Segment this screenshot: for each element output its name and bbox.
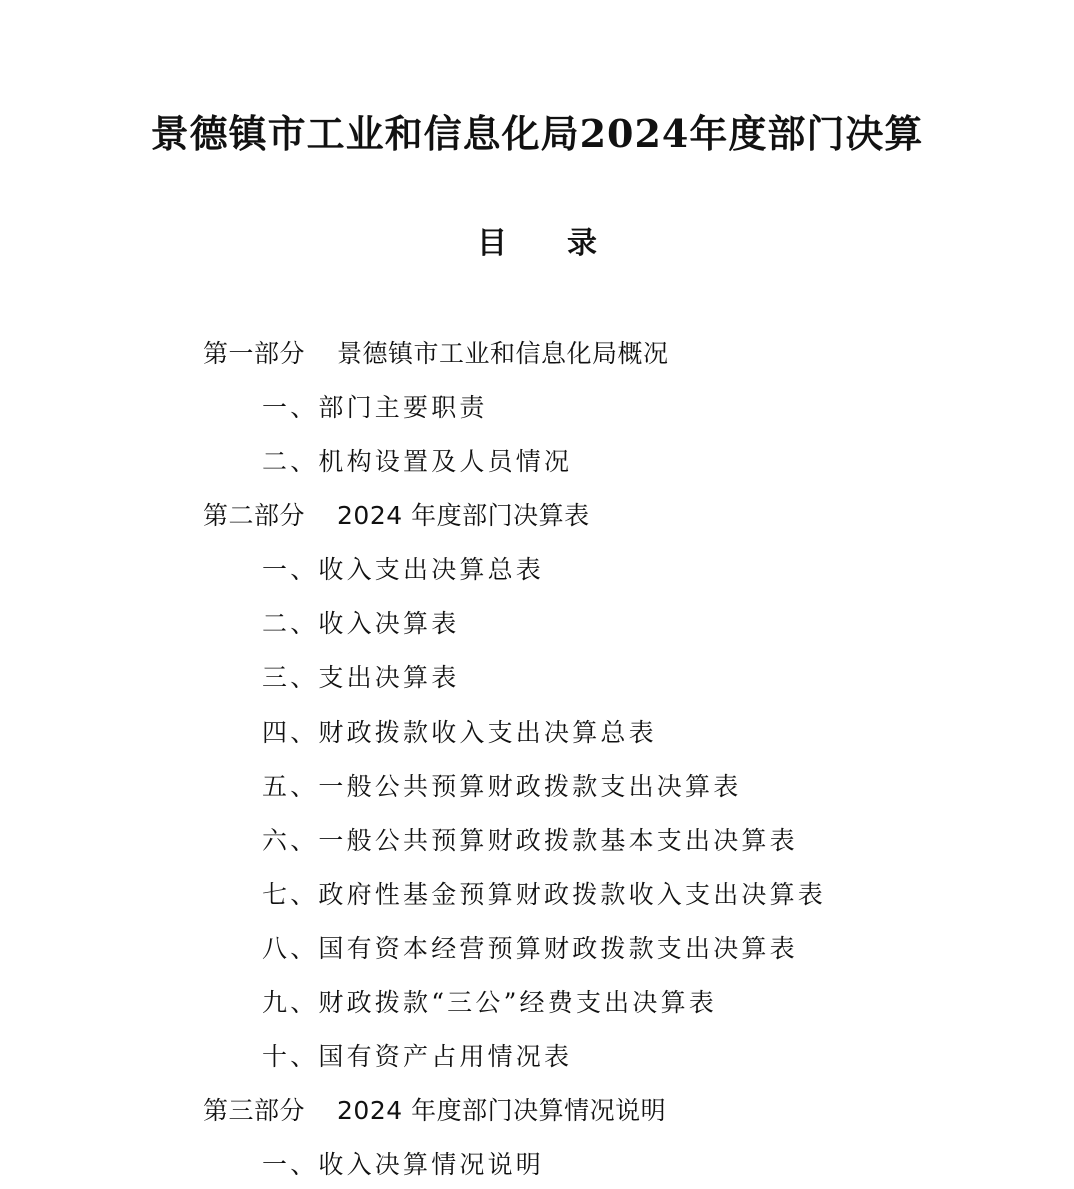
- toc-part-1[interactable]: [203, 336, 669, 372]
- document-title: 景德镇市工业和信息化局2024年度部门决算: [150, 111, 924, 156]
- toc-item[interactable]: 九、财政拨款“三公”经费支出决算表: [262, 988, 717, 1017]
- toc-part-label: 第三部分: [203, 1096, 306, 1125]
- toc-item[interactable]: 一、收入支出决算总表: [262, 555, 545, 584]
- toc-part-label: 第一部分: [203, 339, 306, 368]
- toc-item[interactable]: 十、国有资产占用情况表: [262, 1042, 573, 1071]
- toc-part-label: 第二部分: [203, 501, 306, 530]
- toc-item[interactable]: 六、一般公共预算财政拨款基本支出决算表: [262, 826, 798, 855]
- toc-part-title: 2024 年度部门决算表: [337, 501, 590, 530]
- toc-item[interactable]: 一、部门主要职责: [262, 393, 488, 422]
- toc-part-2[interactable]: [203, 498, 590, 534]
- toc-part-3[interactable]: [203, 1093, 666, 1129]
- toc-item[interactable]: 四、财政拨款收入支出决算总表: [262, 718, 657, 747]
- toc-item[interactable]: 七、政府性基金预算财政拨款收入支出决算表: [262, 880, 827, 909]
- toc-heading: 目 录: [477, 226, 597, 261]
- toc-item[interactable]: 二、机构设置及人员情况: [262, 447, 573, 476]
- toc-part-title: 2024 年度部门决算情况说明: [337, 1096, 667, 1125]
- toc-part-title: 景德镇市工业和信息化局概况: [337, 339, 669, 368]
- toc-item[interactable]: 五、一般公共预算财政拨款支出决算表: [262, 772, 742, 801]
- toc-item[interactable]: 一、收入决算情况说明: [262, 1150, 545, 1179]
- toc-item[interactable]: 二、收入决算表: [262, 609, 460, 638]
- toc-item[interactable]: 八、国有资本经营预算财政拨款支出决算表: [262, 934, 798, 963]
- toc-item[interactable]: 三、支出决算表: [262, 663, 460, 692]
